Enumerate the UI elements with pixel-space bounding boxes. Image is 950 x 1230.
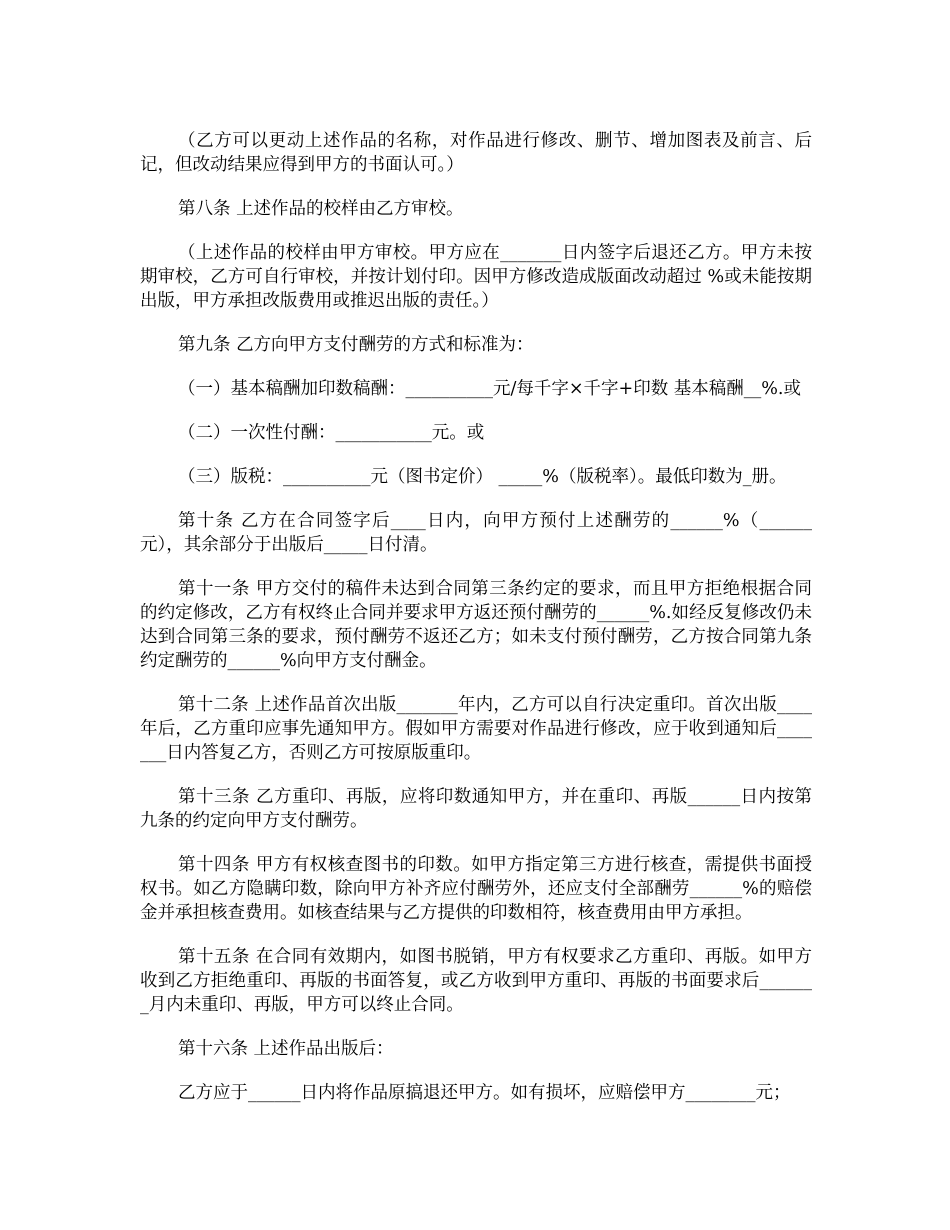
paragraph-note-modification: （乙方可以更动上述作品的名称，对作品进行修改、删节、增加图表及前言、后记，但改动结果应得到甲方的书面认可。）: [140, 131, 812, 175]
paragraph-payment-option-3: （三）版税：__________元（图书定价） _____%（版税率）。最低印数为_册。: [178, 467, 787, 487]
paragraph-article-8: 第八条 上述作品的校样由乙方审校。: [178, 199, 464, 219]
paragraph-article-16: 第十六条 上述作品出版后：: [178, 1039, 394, 1059]
paragraph-article-9: 第九条 乙方向甲方支付酬劳的方式和标准为：: [178, 335, 534, 355]
paragraph-article-13: 第十三条 乙方重印、再版，应将印数通知甲方，并在重印、再版______日内按第九条的约定向甲方支付酬劳。: [140, 787, 812, 831]
paragraph-payment-option-2: （二）一次性付酬：___________元。或: [178, 423, 485, 443]
paragraph-article-10: 第十条 乙方在合同签字后____日内，向甲方预付上述酬劳的______%（______元），其余部分于出版后_____日付清。: [140, 511, 812, 555]
paragraph-article-12: 第十二条 上述作品首次出版_______年内，乙方可以自行决定重印。首次出版____年后，乙方重印应事先通知甲方。假如甲方需要对作品进行修改，应于收到通知后_______日内答复乙方，否则乙方可按原版重印。: [140, 695, 812, 763]
paragraph-return-manuscript: 乙方应于______日内将作品原搞退还甲方。如有损坏，应赔偿甲方________元；: [178, 1083, 791, 1103]
paragraph-payment-option-1: （一）基本稿酬加印数稿酬：__________元/每千字×千字+印数 基本稿酬__%.或: [178, 379, 801, 399]
paragraph-article-14: 第十四条 甲方有权核查图书的印数。如甲方指定第三方进行核查，需提供书面授权书。如乙方隐瞒印数，除向甲方补齐应付酬劳外，还应支付全部酬劳______%的赔偿金并承担核查费用。如核查结果与乙方提供的印数相符，核查费用由甲方承担。: [140, 855, 812, 923]
paragraph-note-proof: （上述作品的校样由甲方审校。甲方应在_______日内签字后退还乙方。甲方未按期审校，乙方可自行审校，并按计划付印。因甲方修改造成版面改动超过 %或未能按期出版，甲方承担改版费用或推迟出版的责任。）: [140, 243, 812, 311]
paragraph-article-11: 第十一条 甲方交付的稿件未达到合同第三条约定的要求，而且甲方拒绝根据合同的约定修改，乙方有权终止合同并要求甲方返还预付酬劳的______%.如经反复修改仍未达到合同第三条的要求，预付酬劳不返还乙方；如未支付预付酬劳，乙方按合同第九条约定酬劳的______%向甲方支付酬金。: [140, 579, 812, 671]
paragraph-article-15: 第十五条 在合同有效期内，如图书脱销，甲方有权要求乙方重印、再版。如甲方收到乙方拒绝重印、再版的书面答复，或乙方收到甲方重印、再版的书面要求后_______月内未重印、再版，甲方可以终止合同。: [140, 947, 812, 1015]
